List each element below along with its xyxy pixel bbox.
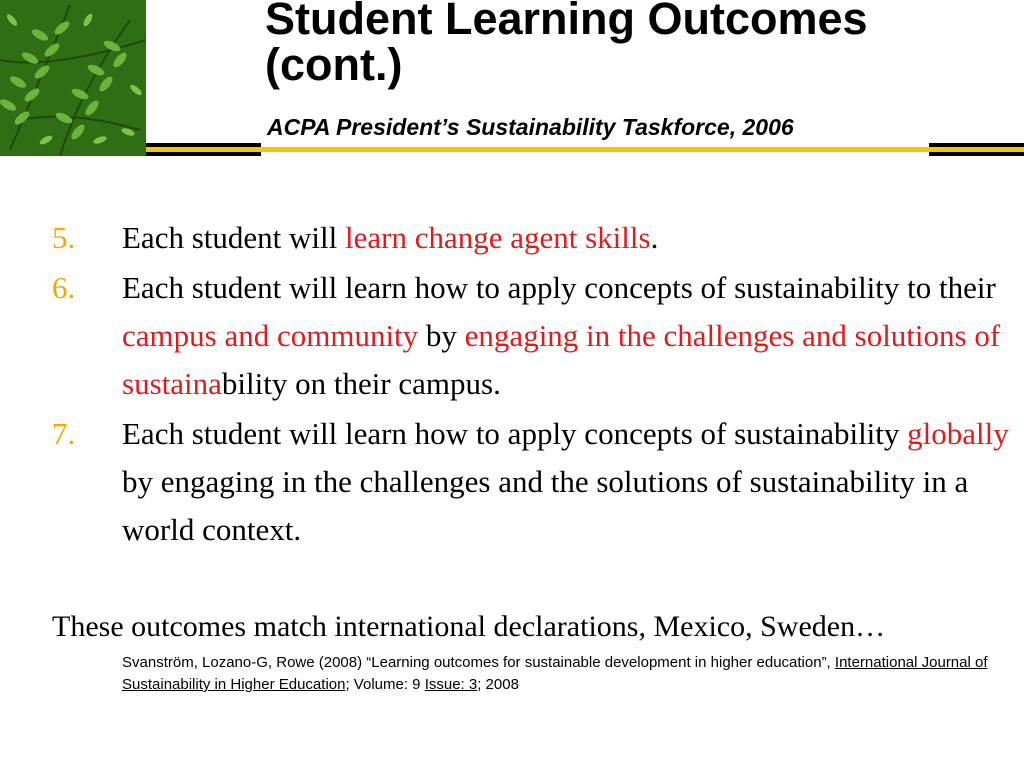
list-item-5 (52, 214, 1012, 262)
citation-volume: ; Volume: 9 (345, 676, 425, 693)
slide-subtitle: ACPA President’s Sustainability Taskforce, 2006 (267, 114, 794, 140)
list-number: 7. (52, 416, 76, 451)
closing-statement: These outcomes match international declarations, Mexico, Sweden… (52, 610, 886, 643)
highlighted-text: learn change agent skills (344, 220, 651, 255)
outcome-text: by (418, 318, 465, 353)
citation-issue-link[interactable]: Issue: 3 (424, 676, 478, 693)
citation-year: ; 2008 (477, 676, 519, 693)
slide-title (265, 0, 1005, 88)
title-line-2: (cont.) (265, 39, 403, 90)
list-number: 5. (52, 220, 76, 255)
citation-authors: Svanström, Lozano-G, Rowe (2008) “Learning outcomes for sustainable development in higher education”, (122, 654, 835, 671)
outcome-text: . (650, 220, 659, 255)
citation (122, 652, 1002, 696)
outcome-text: Each student will learn how to apply concepts of sustainability (122, 416, 908, 451)
outcome-text: Each student will (122, 220, 345, 255)
outcome-text: bility on their campus. (221, 366, 501, 401)
citation-journal-link[interactable]: International Journal of Sustainability in Higher Education (122, 654, 988, 693)
fern-leaves-image (0, 0, 146, 156)
highlighted-text: engaging in the challenges and solutions of sustaina (122, 318, 1001, 401)
fern-leaves-icon (0, 0, 146, 156)
highlighted-text: globally (907, 416, 1009, 451)
accent-bar-yellow (146, 147, 1024, 152)
outcome-text: by engaging in the challenges and the solutions of sustainability in a world context. (122, 464, 969, 547)
list-item-7 (52, 410, 1012, 554)
highlighted-text: campus and community (122, 318, 419, 353)
outcomes-list (52, 214, 1012, 556)
list-item-6 (52, 264, 1012, 408)
title-line-1: Student Learning Outcomes (265, 0, 868, 44)
outcome-text: Each student will learn how to apply concepts of sustainability to their (122, 270, 996, 305)
list-number: 6. (52, 270, 76, 305)
